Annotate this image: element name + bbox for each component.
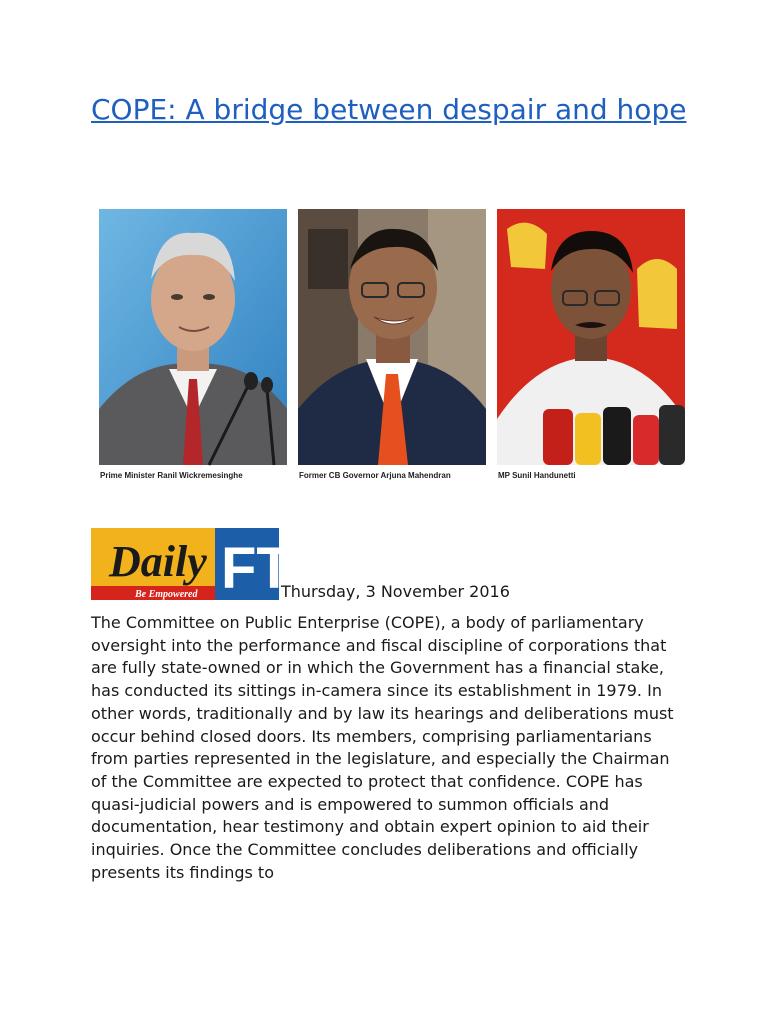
photo-former-cb-governor	[298, 209, 486, 465]
article-body: The Committee on Public Enterprise (COPE), a body of parliamentary oversight into the performance and fiscal discipline of corporations that are fully state-owned or in which the Government has a financial stake, has conducted its sittings in-camera since its establishment in 1979. In other words, traditionally and by law its hearings and deliberations must occur behind closed doors. Its members, comprising parliamentarians from parties represented in the legislature, and especially the Chairman of the Committee are expected to protect that confidence. COPE has quasi-judicial powers and is empowered to summon officials and documentation, hear testimony and obtain expert opinion to aid their inquiries. Once the Committee concludes deliberations and officially presents its findings to	[91, 613, 674, 882]
svg-text:FT: FT	[221, 536, 292, 601]
svg-text:Be Empowered: Be Empowered	[135, 589, 198, 600]
photo-mp	[497, 209, 685, 465]
photo-caption: Former CB Governor Arjuna Mahendran	[299, 471, 451, 480]
photo-strip	[99, 209, 685, 489]
daily-ft-logo	[91, 528, 292, 601]
svg-text:Daily: Daily	[109, 537, 207, 586]
photo-prime-minister	[99, 209, 287, 465]
article-title-link[interactable]: COPE: A bridge between despair and hope	[91, 93, 687, 126]
article-date: Thursday, 3 November 2016	[281, 582, 510, 601]
photo-caption: MP Sunil Handunetti	[498, 471, 576, 480]
photo-caption: Prime Minister Ranil Wickremesinghe	[100, 471, 243, 480]
